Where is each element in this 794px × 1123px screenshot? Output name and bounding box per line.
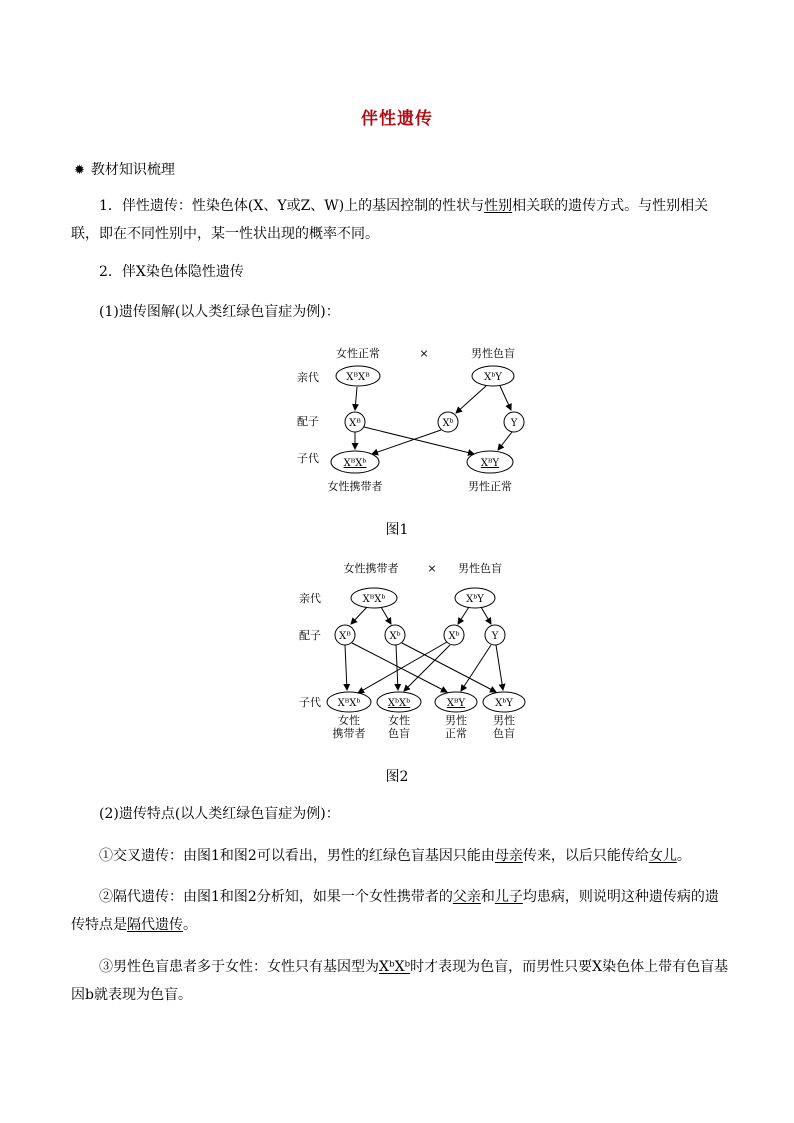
gamete-node-Xb-mother [385, 625, 405, 645]
answer-underline: 隔代遗传 [127, 917, 183, 933]
cross-sign: × [419, 347, 429, 360]
row-offspring-label: 子代 [299, 696, 321, 709]
gamete-node-Y [485, 625, 505, 645]
offspring-1-label: 女性 [338, 714, 360, 727]
text: 相关联的遗传方式。与性别相关联，即在不同性别中，某一性状出现的概率不同。 [71, 198, 709, 242]
answer-underline: 母亲 [494, 848, 523, 864]
text: 传来，以后只能传给 [522, 848, 649, 864]
answer-underline: XᵇXᵇ [379, 959, 411, 975]
text: 。 [676, 848, 691, 864]
section-heading-text: 教材知识梳理 [90, 162, 175, 178]
female-parent-label: 女性携带者 [343, 562, 399, 575]
paragraph-male-more [71, 953, 731, 1009]
svg-text:XᴮY: XᴮY [446, 698, 466, 709]
paragraph-definition [71, 192, 731, 248]
row-gamete-label: 配子 [299, 629, 321, 642]
offspring-male-label: 男性正常 [468, 480, 512, 493]
svg-text:Xᴮ: Xᴮ [339, 631, 351, 642]
row-offspring-label: 子代 [297, 452, 319, 465]
svg-text:XᴮXᵇ: XᴮXᵇ [362, 594, 386, 605]
star-icon: ✹ [74, 163, 85, 178]
section-heading [74, 159, 175, 179]
svg-text:Xᵇ: Xᵇ [389, 631, 401, 642]
gamete-node-XB [335, 625, 355, 645]
offspring-node-3 [435, 692, 477, 712]
figure-1-caption: 图1 [385, 522, 409, 538]
diagram-arrows [345, 607, 503, 693]
offspring-4-label: 男性 [493, 714, 515, 727]
answer-underline: 性别 [484, 198, 513, 214]
paragraph-diagram-intro: (1)遗传图解(以人类红绿色盲症为例)： [99, 304, 340, 320]
row-gamete-label: 配子 [297, 415, 319, 428]
parent-node-father [455, 588, 495, 608]
paragraph-skip-generation [71, 883, 731, 939]
male-parent-label: 男性色盲 [471, 347, 515, 360]
offspring-female-label: 女性携带者 [327, 480, 383, 493]
svg-text:Xᵇ: Xᵇ [442, 418, 454, 429]
parent-node-father [472, 366, 514, 386]
answer-underline: 女儿 [648, 848, 677, 864]
paragraph-heading-2: 2．伴X染色体隐性遗传 [99, 264, 244, 280]
svg-text:XᵇY: XᵇY [484, 372, 502, 383]
parent-node-mother [351, 588, 397, 608]
svg-text:XᴮXᴮ: XᴮXᴮ [346, 372, 370, 383]
svg-text:XᴮXᵇ: XᴮXᵇ [337, 698, 361, 709]
cross-sign: × [427, 562, 437, 575]
row-parent-label: 亲代 [299, 592, 321, 605]
genetic-diagram-1 [0, 338, 794, 498]
female-parent-label: 女性正常 [336, 347, 380, 360]
offspring-node-1 [327, 692, 371, 712]
paragraph-cross-inheritance [71, 842, 731, 870]
answer-underline: 儿子 [494, 889, 523, 905]
row-parent-label: 亲代 [297, 371, 319, 384]
text: 和 [480, 889, 495, 905]
svg-text:XᵇY: XᵇY [466, 594, 484, 605]
offspring-2-label: 女性 [388, 714, 410, 727]
text: ③男性色盲患者多于女性：女性只有基因型为 [99, 959, 379, 975]
paragraph-characteristics: (2)遗传特点(以人类红绿色盲症为例)： [99, 806, 340, 822]
parent-node-mother [336, 366, 380, 386]
offspring-2-label: 色盲 [388, 727, 410, 740]
genetic-diagram-2 [0, 554, 794, 744]
male-parent-label: 男性色盲 [458, 562, 502, 575]
text: 时才表现为色盲，而男性只要X染色体上带有色盲基因b就表现为色盲。 [71, 959, 729, 1003]
text: 。 [183, 917, 197, 933]
diagram-arrows [355, 386, 512, 454]
gamete-node-Xb [438, 412, 458, 432]
offspring-4-label: 色盲 [493, 727, 515, 740]
offspring-3-label: 男性 [445, 714, 467, 727]
svg-text:Xᵇ: Xᵇ [448, 631, 460, 642]
gamete-node-XB [345, 412, 365, 432]
svg-text:XᴮY: XᴮY [480, 458, 500, 469]
offspring-node-2 [377, 692, 421, 712]
text: 1．伴性遗传：性染色体(X、Y或Z、W)上的基因控制的性状与 [99, 198, 485, 214]
offspring-node-4 [483, 692, 525, 712]
text: 均患病，则说明这种遗传病的遗传特点是 [71, 889, 719, 933]
page-title: 伴性遗传 [361, 109, 433, 129]
offspring-node-female [331, 451, 379, 473]
gamete-node-Y [504, 412, 524, 432]
offspring-3-label: 正常 [445, 727, 467, 740]
svg-text:XᵇXᵇ: XᵇXᵇ [387, 698, 411, 709]
offspring-1-label: 携带者 [332, 727, 366, 740]
text: ①交叉遗传：由图1和图2可以看出，男性的红绿色盲基因只能由 [99, 848, 495, 864]
figure-2-caption: 图2 [385, 769, 409, 785]
svg-text:XᴮXᵇ: XᴮXᵇ [343, 458, 367, 469]
svg-text:Y: Y [491, 631, 499, 642]
svg-text:Xᴮ: Xᴮ [349, 418, 361, 429]
answer-underline: 父亲 [452, 889, 481, 905]
svg-text:XᵇY: XᵇY [495, 698, 513, 709]
text: ②隔代遗传：由图1和图2分析知，如果一个女性携带者的 [99, 889, 453, 905]
svg-text:Y: Y [510, 418, 518, 429]
